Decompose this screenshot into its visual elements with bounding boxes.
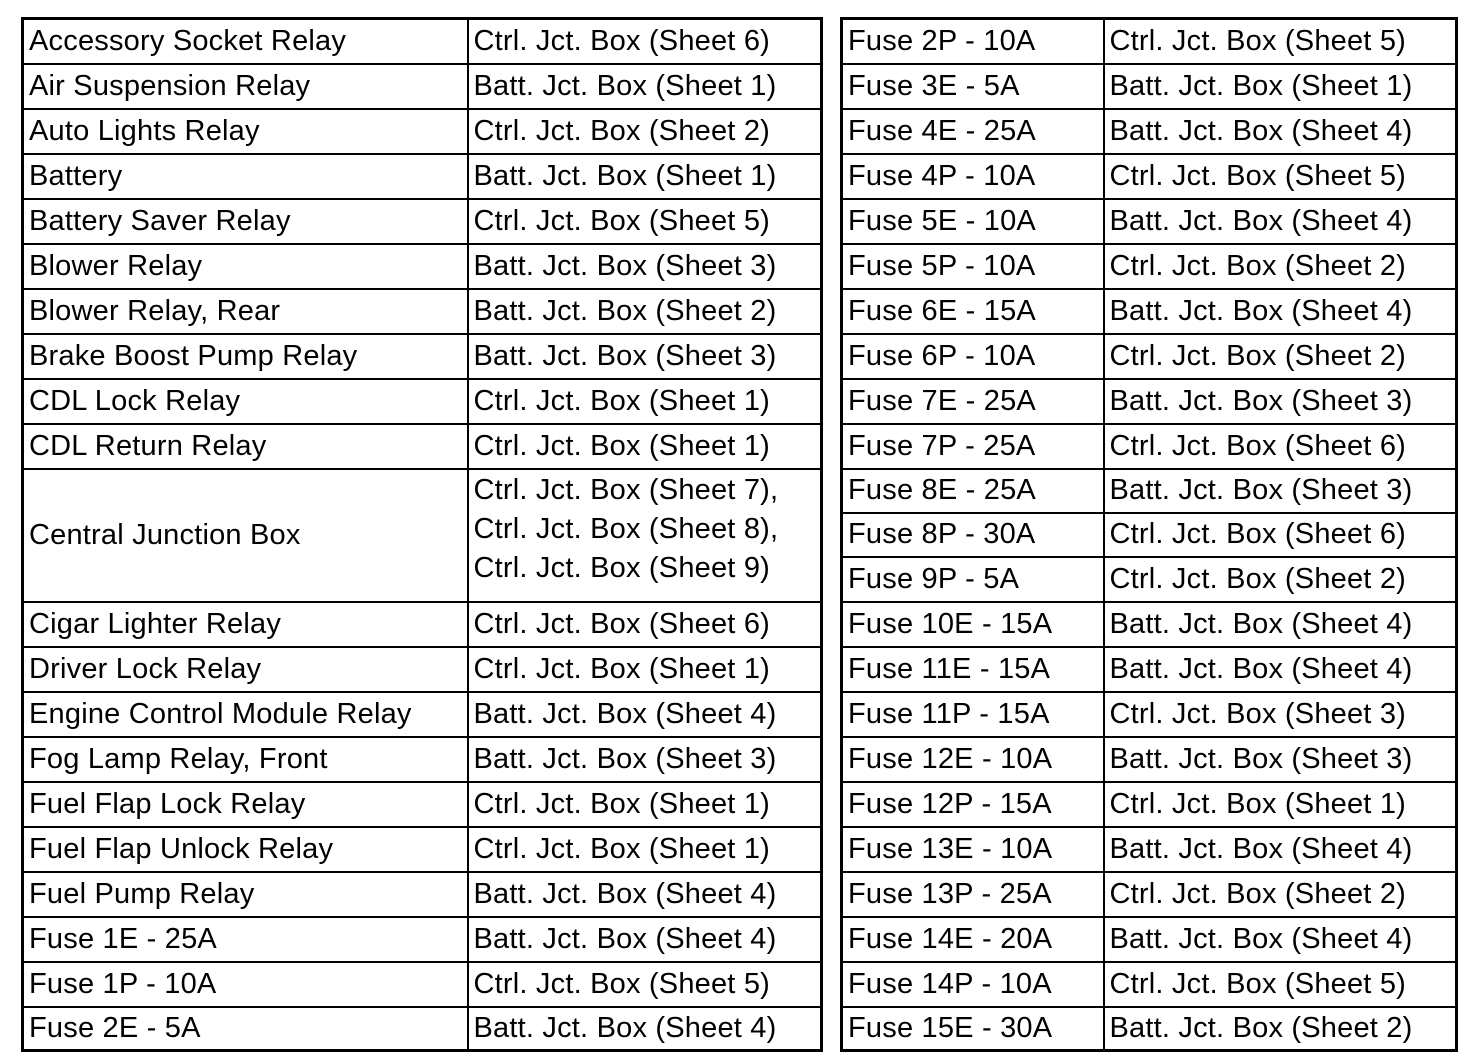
fuse-name-cell: Fuse 8P - 30A (842, 513, 1104, 557)
component-name-cell: Brake Boost Pump Relay (23, 334, 468, 379)
location-cell: Ctrl. Jct. Box (Sheet 6) (468, 602, 822, 647)
table-row (23, 469, 822, 602)
component-name-cell: CDL Lock Relay (23, 379, 468, 424)
location-cell: Ctrl. Jct. Box (Sheet 1) (1104, 782, 1457, 827)
table-row (842, 424, 1457, 469)
component-name-cell: Accessory Socket Relay (23, 19, 468, 64)
component-name-cell: Auto Lights Relay (23, 109, 468, 154)
table-row (23, 154, 822, 199)
fuse-name-cell: Fuse 4E - 25A (842, 109, 1104, 154)
location-cell: Batt. Jct. Box (Sheet 3) (1104, 737, 1457, 782)
table-row (842, 647, 1457, 692)
table-row (23, 872, 822, 917)
component-location-table-left (21, 17, 823, 1052)
location-cell: Ctrl. Jct. Box (Sheet 6) (1104, 424, 1457, 469)
table-row (23, 199, 822, 244)
location-cell: Batt. Jct. Box (Sheet 3) (1104, 379, 1457, 424)
table-row (23, 827, 822, 872)
fuse-name-cell: Fuse 14P - 10A (842, 962, 1104, 1007)
location-cell: Ctrl. Jct. Box (Sheet 1) (468, 424, 822, 469)
component-location-table-right (840, 17, 1458, 1052)
location-cell: Ctrl. Jct. Box (Sheet 1) (468, 827, 822, 872)
fuse-name-cell: Fuse 13P - 25A (842, 872, 1104, 917)
fuse-name-cell: Fuse 11P - 15A (842, 692, 1104, 737)
location-cell: Batt. Jct. Box (Sheet 4) (1104, 602, 1457, 647)
component-name-cell: Air Suspension Relay (23, 64, 468, 109)
fuse-name-cell: Fuse 2P - 10A (842, 19, 1104, 64)
location-cell: Ctrl. Jct. Box (Sheet 2) (1104, 334, 1457, 379)
fuse-name-cell: Fuse 14E - 20A (842, 917, 1104, 962)
location-cell: Ctrl. Jct. Box (Sheet 6) (1104, 513, 1457, 557)
table-row (842, 469, 1457, 513)
fuse-name-cell: Fuse 7E - 25A (842, 379, 1104, 424)
component-name-cell: Fog Lamp Relay, Front (23, 737, 468, 782)
table-row (23, 602, 822, 647)
location-cell: Batt. Jct. Box (Sheet 3) (468, 334, 822, 379)
table-row (842, 917, 1457, 962)
location-cell: Batt. Jct. Box (Sheet 2) (1104, 1007, 1457, 1051)
location-cell: Ctrl. Jct. Box (Sheet 6) (468, 19, 822, 64)
location-cell: Ctrl. Jct. Box (Sheet 1) (468, 647, 822, 692)
fuse-name-cell: Fuse 11E - 15A (842, 647, 1104, 692)
location-cell: Batt. Jct. Box (Sheet 4) (1104, 199, 1457, 244)
location-cell: Batt. Jct. Box (Sheet 4) (468, 872, 822, 917)
table-row (842, 379, 1457, 424)
location-cell: Batt. Jct. Box (Sheet 4) (1104, 109, 1457, 154)
table-row (23, 782, 822, 827)
table-row (23, 917, 822, 962)
component-name-cell: Driver Lock Relay (23, 647, 468, 692)
location-cell: Batt. Jct. Box (Sheet 1) (468, 64, 822, 109)
table-row (23, 692, 822, 737)
table-row (842, 557, 1457, 602)
location-cell: Ctrl. Jct. Box (Sheet 7), Ctrl. Jct. Box (Sheet 8), Ctrl. Jct. Box (Sheet 9) (468, 469, 822, 602)
component-name-cell: Fuel Flap Lock Relay (23, 782, 468, 827)
table-row (23, 379, 822, 424)
fuse-name-cell: Fuse 10E - 15A (842, 602, 1104, 647)
location-cell: Ctrl. Jct. Box (Sheet 3) (1104, 692, 1457, 737)
table-row (842, 289, 1457, 334)
fuse-name-cell: Fuse 5E - 10A (842, 199, 1104, 244)
location-cell: Batt. Jct. Box (Sheet 2) (468, 289, 822, 334)
location-cell: Ctrl. Jct. Box (Sheet 2) (468, 109, 822, 154)
location-cell: Batt. Jct. Box (Sheet 4) (1104, 647, 1457, 692)
location-cell: Batt. Jct. Box (Sheet 4) (1104, 917, 1457, 962)
location-cell: Batt. Jct. Box (Sheet 4) (468, 692, 822, 737)
location-cell: Batt. Jct. Box (Sheet 3) (1104, 469, 1457, 513)
fuse-name-cell: Fuse 3E - 5A (842, 64, 1104, 109)
table-row (842, 692, 1457, 737)
component-name-cell: Fuse 1P - 10A (23, 962, 468, 1007)
location-cell: Ctrl. Jct. Box (Sheet 5) (1104, 962, 1457, 1007)
table-row (23, 1007, 822, 1051)
table-row (23, 424, 822, 469)
location-cell: Batt. Jct. Box (Sheet 3) (468, 244, 822, 289)
table-row (842, 513, 1457, 557)
component-name-cell: Cigar Lighter Relay (23, 602, 468, 647)
fuse-name-cell: Fuse 6P - 10A (842, 334, 1104, 379)
location-cell: Ctrl. Jct. Box (Sheet 2) (1104, 872, 1457, 917)
location-cell: Ctrl. Jct. Box (Sheet 2) (1104, 244, 1457, 289)
location-cell: Ctrl. Jct. Box (Sheet 2) (1104, 557, 1457, 602)
table-row (842, 109, 1457, 154)
fuse-name-cell: Fuse 12P - 15A (842, 782, 1104, 827)
table-row (23, 962, 822, 1007)
location-cell: Batt. Jct. Box (Sheet 4) (468, 917, 822, 962)
location-cell: Ctrl. Jct. Box (Sheet 5) (468, 962, 822, 1007)
table-row (23, 244, 822, 289)
table-row (842, 782, 1457, 827)
component-name-cell: Engine Control Module Relay (23, 692, 468, 737)
location-cell: Batt. Jct. Box (Sheet 3) (468, 737, 822, 782)
table-row (23, 109, 822, 154)
component-name-cell: Fuse 2E - 5A (23, 1007, 468, 1051)
location-cell: Batt. Jct. Box (Sheet 4) (1104, 827, 1457, 872)
location-cell: Ctrl. Jct. Box (Sheet 1) (468, 782, 822, 827)
fuse-name-cell: Fuse 6E - 15A (842, 289, 1104, 334)
table-row (23, 19, 822, 64)
table-row (23, 64, 822, 109)
table-row (842, 19, 1457, 64)
table-row (842, 872, 1457, 917)
table-row (842, 244, 1457, 289)
fuse-name-cell: Fuse 8E - 25A (842, 469, 1104, 513)
fuse-name-cell: Fuse 4P - 10A (842, 154, 1104, 199)
fuse-name-cell: Fuse 12E - 10A (842, 737, 1104, 782)
location-cell: Ctrl. Jct. Box (Sheet 5) (1104, 154, 1457, 199)
table-row (842, 1007, 1457, 1051)
table-row (23, 334, 822, 379)
fuse-name-cell: Fuse 5P - 10A (842, 244, 1104, 289)
table-row (23, 737, 822, 782)
table-row (23, 647, 822, 692)
fuse-name-cell: Fuse 13E - 10A (842, 827, 1104, 872)
component-name-cell: Battery Saver Relay (23, 199, 468, 244)
fuse-name-cell: Fuse 15E - 30A (842, 1007, 1104, 1051)
fuse-name-cell: Fuse 9P - 5A (842, 557, 1104, 602)
component-name-cell: Fuel Pump Relay (23, 872, 468, 917)
location-cell: Ctrl. Jct. Box (Sheet 1) (468, 379, 822, 424)
location-cell: Batt. Jct. Box (Sheet 1) (1104, 64, 1457, 109)
location-cell: Ctrl. Jct. Box (Sheet 5) (468, 199, 822, 244)
location-cell: Ctrl. Jct. Box (Sheet 5) (1104, 19, 1457, 64)
component-name-cell: Blower Relay, Rear (23, 289, 468, 334)
table-row (842, 154, 1457, 199)
component-name-cell: Battery (23, 154, 468, 199)
component-name-cell: CDL Return Relay (23, 424, 468, 469)
location-cell: Batt. Jct. Box (Sheet 4) (468, 1007, 822, 1051)
table-row (842, 334, 1457, 379)
component-name-cell: Central Junction Box (23, 469, 468, 602)
table-row (842, 64, 1457, 109)
fuse-name-cell: Fuse 7P - 25A (842, 424, 1104, 469)
table-row (842, 199, 1457, 244)
table-row (842, 602, 1457, 647)
component-name-cell: Fuse 1E - 25A (23, 917, 468, 962)
table-row (23, 289, 822, 334)
table-row (842, 737, 1457, 782)
table-row (842, 962, 1457, 1007)
location-cell: Batt. Jct. Box (Sheet 1) (468, 154, 822, 199)
component-name-cell: Blower Relay (23, 244, 468, 289)
table-row (842, 827, 1457, 872)
component-name-cell: Fuel Flap Unlock Relay (23, 827, 468, 872)
location-cell: Batt. Jct. Box (Sheet 4) (1104, 289, 1457, 334)
